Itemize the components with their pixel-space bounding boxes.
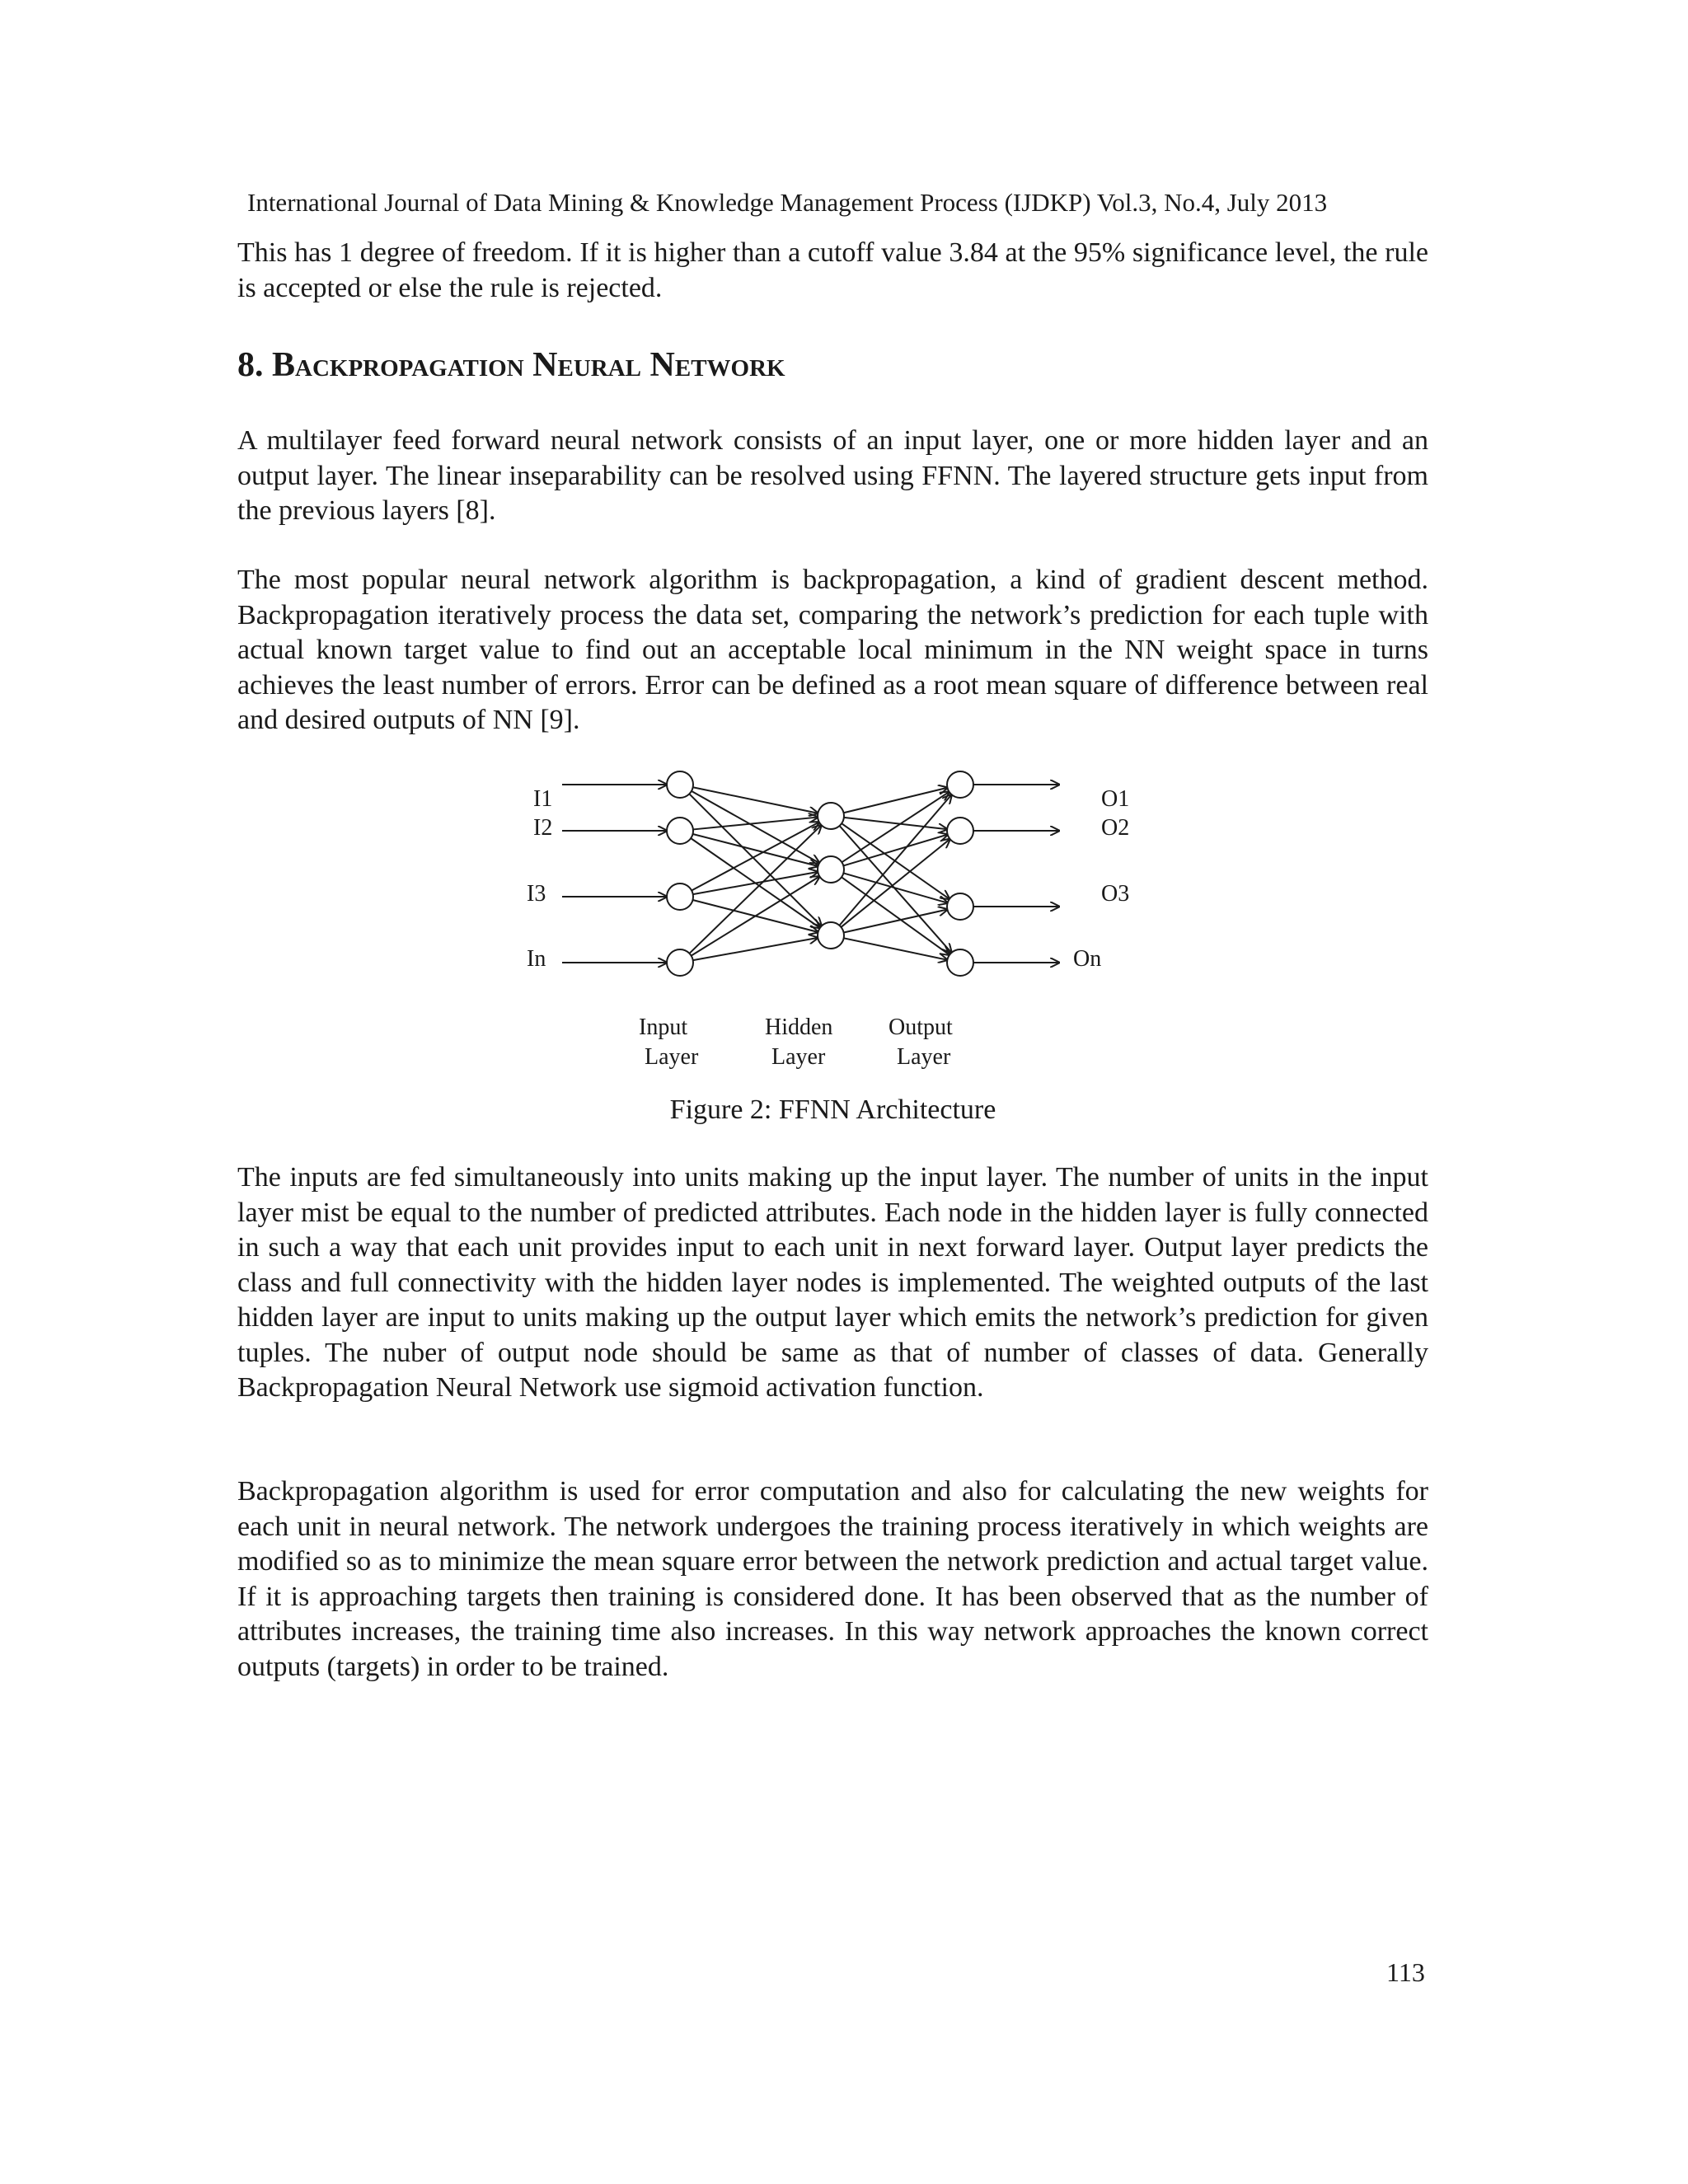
- input-node: [667, 949, 693, 976]
- paragraph-4: Backpropagation algorithm is used for error computation and also for calculating the new weights for each unit in neural network. The network undergoes the training process iteratively in which weights are modified so as to minimize the mean square error between the network prediction and actual target value. If it is approaching targets then training is considered done. It has been observed that as the number of attributes increases, the training time also increases. In this way network approaches the known correct outputs (targets) in order to be trained.: [237, 1476, 1428, 1682]
- input-label-i1: I1: [533, 786, 553, 812]
- figure-caption: Figure 2: FFNN Architecture: [669, 1094, 996, 1125]
- ffnn-diagram: [511, 762, 1137, 1092]
- ffnn-architecture-figure: [511, 762, 1137, 1092]
- layer-label-input-1: Input: [639, 1015, 688, 1040]
- nodes: [667, 771, 973, 976]
- section-title-word-3: Network: [649, 346, 785, 384]
- input-hidden-connection: [692, 823, 819, 891]
- hidden-output-connection: [844, 788, 948, 813]
- input-hidden-connection: [692, 834, 818, 866]
- input-label-in: In: [527, 946, 546, 972]
- layer-label-output-1: Output: [889, 1015, 953, 1040]
- output-label-o2: O2: [1101, 815, 1130, 841]
- input-node: [667, 771, 693, 798]
- section-heading: [237, 344, 785, 386]
- paragraph-3: The inputs are fed simultaneously into units making up the input layer. The number of units in the input layer mist be equal to the number of predicted attributes. Each node in the hidden layer is fully connected in such a way that each unit provides input to each unit in next forward layer. Output layer predicts the class and full connectivity with the hidden layer nodes is implemented. The weighted outputs of the last hidden layer are input to units making up the output layer which emits the network’s prediction for given tuples. The nuber of output node should be same as that of number of classes of data. Generally Backpropagation Neural Network use sigmoid activation function.: [237, 1162, 1428, 1403]
- hidden-node: [818, 803, 844, 829]
- section-title-word-2: Neural: [532, 346, 642, 384]
- output-node: [947, 893, 973, 920]
- input-hidden-connection: [689, 825, 821, 954]
- hidden-output-connection: [839, 794, 951, 926]
- connections: [562, 785, 1059, 963]
- layer-label-hidden-2: Layer: [771, 1044, 826, 1070]
- paragraph-2: The most popular neural network algorithm is backpropagation, a kind of gradient descent method. Backpropagation iteratively process the data set, comparing the network’s prediction for each tuple with actual known target value to find out an acceptable local minimum in the NN weight space in turns achieves the least number of errors. Error can be defined as a root mean square of difference between real and desired outputs of NN [9].: [237, 565, 1428, 735]
- output-label-o3: O3: [1101, 881, 1130, 907]
- input-node: [667, 818, 693, 844]
- input-hidden-connection: [693, 938, 818, 960]
- section-title-word-1: Backpropagation: [272, 346, 524, 384]
- running-header: International Journal of Data Mining & Knowledge Management Process (IJDKP) Vol.3, No.4, July 2013: [247, 188, 1328, 217]
- layer-label-hidden-1: Hidden: [765, 1015, 833, 1040]
- input-hidden-connection: [693, 787, 818, 813]
- input-label-i3: I3: [527, 881, 546, 907]
- paragraph-1: A multilayer feed forward neural network consists of an input layer, one or more hidden layer and an output layer. The linear inseparability can be resolved using FFNN. The layered structure gets input from the previous layers [8].: [237, 425, 1428, 526]
- output-node: [947, 771, 973, 798]
- output-label-on: On: [1073, 946, 1102, 972]
- hidden-node: [818, 856, 844, 883]
- input-node: [667, 883, 693, 910]
- layer-label-input-2: Layer: [645, 1044, 699, 1070]
- section-number: 8.: [237, 346, 264, 384]
- output-label-o1: O1: [1101, 786, 1130, 812]
- layer-label-output-2: Layer: [897, 1044, 951, 1070]
- page-number: 113: [1386, 1957, 1425, 1987]
- hidden-node: [818, 922, 844, 949]
- output-node: [947, 949, 973, 976]
- output-node: [947, 818, 973, 844]
- input-hidden-connection: [689, 794, 821, 926]
- input-hidden-connection: [693, 872, 818, 894]
- paragraph-top: This has 1 degree of freedom. If it is higher than a cutoff value 3.84 at the 95% significance level, the rule is accepted or else the rule is rejected.: [237, 237, 1428, 303]
- hidden-output-connection: [843, 873, 947, 902]
- input-label-i2: I2: [533, 815, 553, 841]
